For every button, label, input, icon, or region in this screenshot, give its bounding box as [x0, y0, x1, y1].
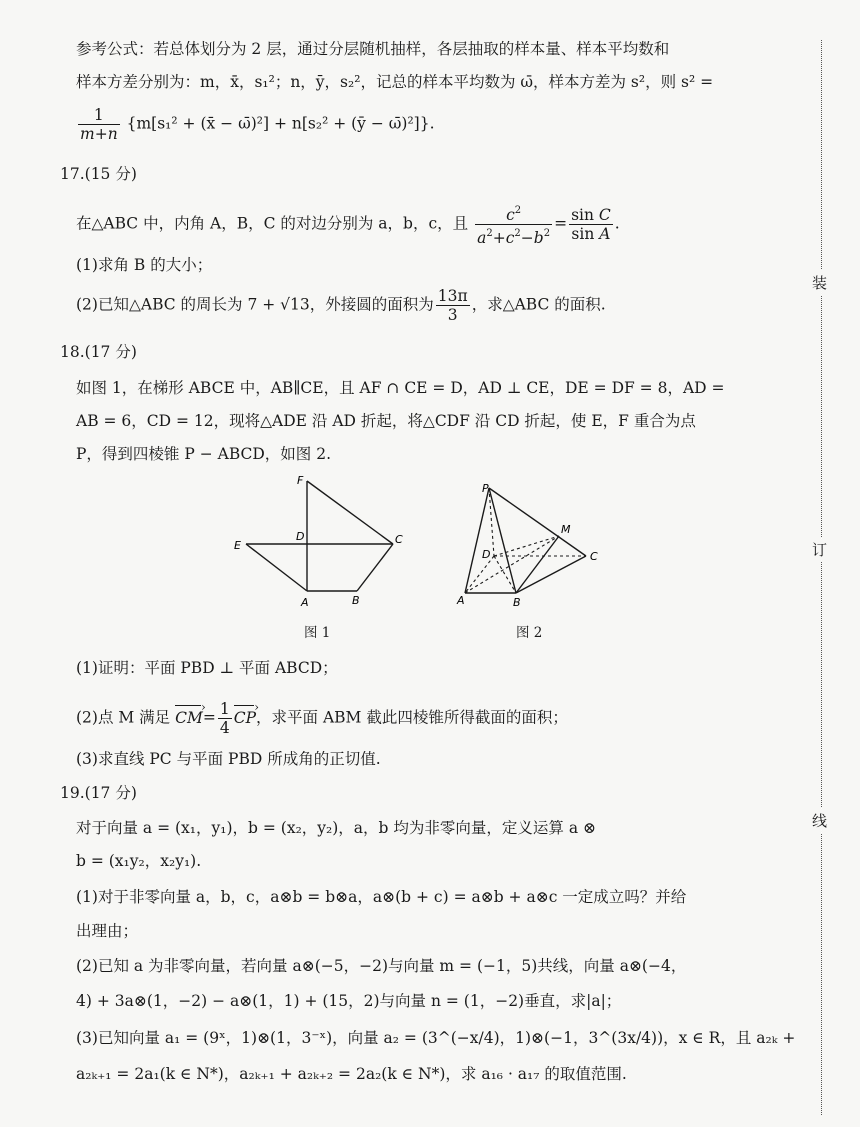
q19-part-1-line-1: (1)对于非零向量 a，b，c，a⊗b = b⊗a，a⊗(b + c) = a⊗b + a⊗c 一定成立吗？并给	[76, 888, 687, 906]
fig2-label-M: M	[561, 523, 571, 536]
q17-stem: 在△ABC 中，内角 A，B，C 的对边分别为 a，b，c，且 $\frac{c^2}{a^2+c^2-b^2}$ = $\frac{\text{sin C}}{\text{sin A}}$ .	[76, 202, 620, 247]
fig2-label-D: D	[482, 548, 491, 561]
q18-part-3: (3)求直线 PC 与平面 PBD 所成角的正切值.	[76, 750, 381, 768]
q18-number: 18.(17 分)	[60, 343, 137, 361]
figure-2	[452, 478, 612, 618]
q17-area-fraction: $\frac{13\pi}{3}$	[437, 287, 468, 324]
fig2-label-C: C	[590, 550, 598, 563]
q19-part-2-line-2: 4) + 3a⊗(1，−2) − a⊗(1，1) + (15，2)与向量 n = (1，−2)垂直，求|a|；	[76, 992, 622, 1010]
q17-part-2	[76, 287, 606, 324]
q17-part-2-text: (2)已知△ABC 的周长为 7 + √13，外接圆的面积为	[76, 295, 434, 314]
q17-part-1: (1)求角 B 的大小；	[76, 256, 213, 274]
figure-2-caption: 图 2	[516, 625, 543, 641]
figure-1-caption: 图 1	[304, 625, 331, 641]
fig2-hidden-AM	[465, 536, 559, 593]
fig1-label-E: E	[234, 539, 241, 552]
fig1-segment-EA	[246, 544, 307, 591]
q18-line-3: P，得到四棱锥 P − ABCD，如图 2.	[76, 445, 332, 463]
fig2-edge-BM	[516, 536, 559, 593]
fig1-label-D: D	[296, 530, 305, 543]
q19-part-1-line-2: 出理由；	[76, 922, 139, 940]
q17-number: 17.(15 分)	[60, 165, 137, 183]
q18-quarter-fraction: $\frac{1}{4}$	[219, 700, 230, 737]
fig2-label-A: A	[457, 594, 465, 607]
fig2-hidden-DB	[494, 556, 516, 593]
q18-line-2: AB = 6，CD = 12，现将△ADE 沿 AD 折起，将△CDF 沿 CD 折起，使 E，F 重合为点	[76, 412, 696, 430]
binding-line	[821, 40, 822, 1115]
reference-fraction: $\frac{1}{m+n}$	[80, 106, 118, 143]
q19-part-3-line-1: (3)已知向量 a₁ = (9ˣ，1)⊗(1，3⁻ˣ)，向量 a₂ = (3^(−x/4)，1)⊗(−1，3^(3x/4))，x ∈ R，且 a₂ₖ +	[76, 1029, 796, 1047]
binding-char-xian: 线	[812, 808, 827, 833]
reference-line-3	[76, 106, 435, 143]
vector-CP: CP ›	[234, 707, 256, 729]
q19-number: 19.(17 分)	[60, 784, 137, 802]
q19-line-2: b = (x₁y₂，x₂y₁).	[76, 852, 202, 870]
vector-CM: CM ›	[175, 707, 203, 729]
q19-part-2-line-1: (2)已知 a 为非零向量，若向量 a⊗(−5，−2)与向量 m = (−1，5)共线，向量 a⊗(−4，	[76, 957, 687, 975]
fig1-label-C: C	[395, 533, 403, 546]
figure-1	[225, 474, 415, 614]
q18-part-2-tail: ，求平面 ABM 截此四棱锥所得截面的面积；	[256, 708, 568, 727]
fig2-edge-BC	[516, 556, 586, 593]
fig1-segment-FC	[307, 481, 393, 544]
q17-fraction-left: $\frac{c^2}{a^2+c^2-b^2}$	[475, 202, 552, 247]
binding-char-zhuang: 装	[812, 270, 827, 295]
reference-line-2: 样本方差分别为：m，x̄，s₁²；n，ȳ，s₂²，记总的样本平均数为 ω̄，样本方差为 s²，则 s² =	[76, 73, 714, 91]
q18-line-1: 如图 1，在梯形 ABCE 中，AB∥CE，且 AF ∩ CE = D，AD ⊥ CE，DE = DF = 8，AD =	[76, 379, 725, 397]
fig1-label-B: B	[352, 594, 360, 607]
q17-fraction-right: $\frac{\text{sin C}}{\text{sin A}}$	[571, 206, 611, 243]
q18-part-2: (2)点 M 满足 CM ›= $\frac{1}{4}$ CP ›，求平面 ABM 截此四棱锥所得截面的面积；	[76, 700, 568, 737]
reference-line-1: 参考公式：若总体划分为 2 层，通过分层随机抽样，各层抽取的样本量、样本平均数和	[76, 40, 670, 58]
fig2-label-B: B	[513, 596, 521, 609]
fig1-segment-BC	[357, 544, 393, 591]
q19-part-3-line-2: a₂ₖ₊₁ = 2a₁(k ∈ N*)，a₂ₖ₊₁ + a₂ₖ₊₂ = 2a₂(k ∈ N*)，求 a₁₆ · a₁₇ 的取值范围.	[76, 1065, 627, 1083]
q18-part-2-text: (2)点 M 满足	[76, 708, 171, 727]
q17-part-2-tail: ，求△ABC 的面积.	[471, 295, 606, 314]
reference-formula-tail: {m[s₁² + (x̄ − ω̄)²] + n[s₂² + (ȳ − ω̄)²]}.	[126, 114, 435, 133]
fig1-label-F: F	[297, 474, 304, 487]
binding-char-ding: 订	[812, 537, 827, 562]
fig2-label-P: P	[482, 482, 489, 495]
q17-stem-text: 在△ABC 中，内角 A，B，C 的对边分别为 a，b，c，且	[76, 214, 469, 233]
q19-line-1: 对于向量 a = (x₁，y₁)，b = (x₂，y₂)，a，b 均为非零向量，定义运算 a ⊗	[76, 819, 596, 837]
fig1-label-A: A	[301, 596, 309, 609]
fig2-edge-PA	[465, 488, 489, 593]
q18-part-1: (1)证明：平面 PBD ⊥ 平面 ABCD；	[76, 659, 338, 677]
